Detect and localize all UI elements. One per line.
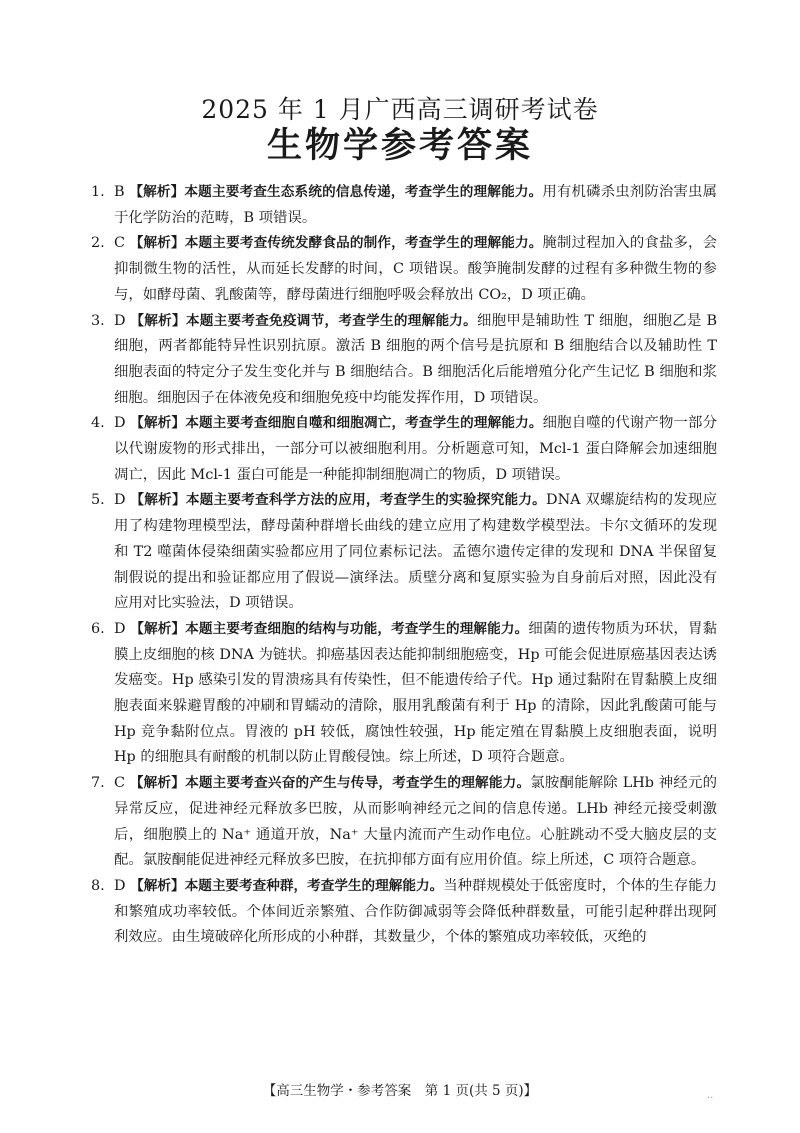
answer-number: 2. xyxy=(91,235,105,252)
answer-item xyxy=(91,771,717,874)
analysis-tag: 【解析】 xyxy=(130,492,186,509)
answer-choice: D xyxy=(114,620,126,637)
analysis-body: 用有机磷杀虫剂防治害虫属于化学防治的范畴，B 项错误。 xyxy=(114,184,717,226)
analysis-lead: 本题主要考查细胞自噬和细胞凋亡，考查学生的理解能力。 xyxy=(185,415,543,432)
answer-number: 7. xyxy=(91,775,105,792)
analysis-body: 当种群规模处于低密度时，个体的生存能力和繁殖成功率较低。个体间近亲繁殖、合作防御减弱等会降低种群数量，可能引起种群出现阿利效应。由生境破碎化所形成的小种群，其数量少，个体的繁殖成功率较低，灭绝的 xyxy=(114,877,717,946)
answer-item xyxy=(91,309,717,412)
answer-choice: D xyxy=(114,492,126,509)
answer-item xyxy=(91,617,717,771)
analysis-body: DNA 双螺旋结构的发现应用了构建物理模型法，酵母菌种群增长曲线的建立应用了构建数学模型法。卡尔文循环的发现和 T2 噬菌体侵染细菌实验都应用了同位素标记法。孟德尔遗传定律的发现和 DNA 半保留复制假说的提出和验证都应用了假说—演绎法。质壁分离和复原实验为自身前后对照，因此没有应用对比实验法，D 项错误。 xyxy=(114,492,718,612)
analysis-lead: 本题主要考查种群，考查学生的理解能力。 xyxy=(184,877,444,894)
answer-choice: C xyxy=(114,775,126,792)
answer-number: 1. xyxy=(91,184,105,200)
analysis-tag: 【解析】 xyxy=(130,620,186,637)
analysis-tag: 【解析】 xyxy=(129,184,185,200)
analysis-body: 细胞甲是辅助性 T 细胞，细胞乙是 B 细胞，两者都能特异性识别抗原。激活 B 细胞的两个信号是抗原和 B 细胞结合以及辅助性 T 细胞表面的特定分子发生变化并与 B 细胞结合。B 细胞活化后能增殖分化产生记忆 B 细胞和浆细胞。细胞因子在体液免疫和细胞免疫中均能发挥作用，D 项错误。 xyxy=(114,312,718,406)
answer-number: 5. xyxy=(91,492,105,509)
answer-choice: B xyxy=(114,184,125,200)
analysis-tag: 【解析】 xyxy=(130,415,186,432)
answer-number: 6. xyxy=(91,620,105,637)
analysis-body: 氯胺酮能解除 LHb 神经元的异常反应，促进神经元释放多巴胺，从而影响神经元之间的信息传递。LHb 神经元接受刺激后，细胞膜上的 Na⁺ 通道开放，Na⁺ 大量内流而产生动作电位。心脏跳动不受大脑皮层的支配。氯胺酮能促进神经元释放多巴胺，在抗抑郁方面有应用价值。综上所述，C 项符合题意。 xyxy=(114,775,718,869)
exam-title: 2025 年 1 月广西高三调研考试卷 xyxy=(201,95,599,124)
analysis-tag: 【解析】 xyxy=(130,312,186,329)
answer-choice: C xyxy=(114,235,126,252)
answer-item xyxy=(91,180,717,231)
analysis-tag: 【解析】 xyxy=(130,877,185,894)
answer-choice: D xyxy=(114,415,126,432)
analysis-body: 腌制过程加入的食盐多，会抑制微生物的活性，从而延长发酵的时间，C 项错误。酸笋腌制发酵的过程有多种微生物的参与，如酵母菌、乳酸菌等，酵母菌进行细胞呼吸会释放出 CO₂，D 项正确。 xyxy=(114,235,717,303)
analysis-lead: 本题主要考查科学方法的应用，考查学生的实验探究能力。 xyxy=(185,492,547,509)
answer-item xyxy=(91,488,717,617)
analysis-lead: 本题主要考查兴奋的产生与传导，考查学生的理解能力。 xyxy=(185,775,531,792)
analysis-lead: 本题主要考查生态系统的信息传递，考查学生的理解能力。 xyxy=(184,184,543,200)
answer-number: 3. xyxy=(91,312,105,329)
analysis-lead: 本题主要考查免疫调节，考查学生的理解能力。 xyxy=(185,312,478,329)
answer-choice: D xyxy=(114,312,126,329)
answer-item xyxy=(91,231,717,308)
answer-number: 8. xyxy=(91,877,105,894)
analysis-lead: 本题主要考查细胞的结构与功能，考查学生的理解能力。 xyxy=(185,620,529,637)
analysis-tag: 【解析】 xyxy=(129,775,186,792)
answer-choice: D xyxy=(114,877,126,894)
page-footer: 【高三生物学・参考答案 第 1 页(共 5 页)】 xyxy=(262,1083,538,1099)
answer-number: 4. xyxy=(91,415,105,432)
analysis-tag: 【解析】 xyxy=(129,235,185,252)
analysis-lead: 本题主要考查传统发酵食品的制作，考查学生的理解能力。 xyxy=(184,235,543,252)
answer-item xyxy=(91,874,717,951)
answer-item xyxy=(91,411,717,488)
analysis-body: 细菌的遗传物质为环状，胃黏膜上皮细胞的核 DNA 为链状。抑癌基因表达能抑制细胞癌变，Hp 可能会促进原癌基因表达诱发癌变。Hp 感染引发的胃溃疡具有传染性，但不能遗传给子代。Hp 通过黏附在胃黏膜上皮细胞表面来躲避胃酸的冲刷和胃蠕动的清除，服用乳酸菌有利于 Hp 的清除，因此乳酸菌可能与 Hp 竞争黏附位点。胃液的 pH 较低，腐蚀性较强，Hp 能定殖在胃黏膜上皮细胞表面，说明 Hp 的细胞具有耐酸的机制以防止胃酸侵蚀。综上所述，D 项符合题意。 xyxy=(114,620,717,766)
corner-mark: .. xyxy=(707,1090,714,1101)
analysis-body: 细胞自噬的代谢产物一部分以代谢废物的形式排出，一部分可以被细胞利用。分析题意可知，Mcl-1 蛋白降解会加速细胞凋亡，因此 Mcl-1 蛋白可能是一种能抑制细胞凋亡的物质，D 项错误。 xyxy=(114,415,717,483)
answer-key-title: 生物学参考答案 xyxy=(266,126,533,166)
answer-list xyxy=(91,180,717,951)
